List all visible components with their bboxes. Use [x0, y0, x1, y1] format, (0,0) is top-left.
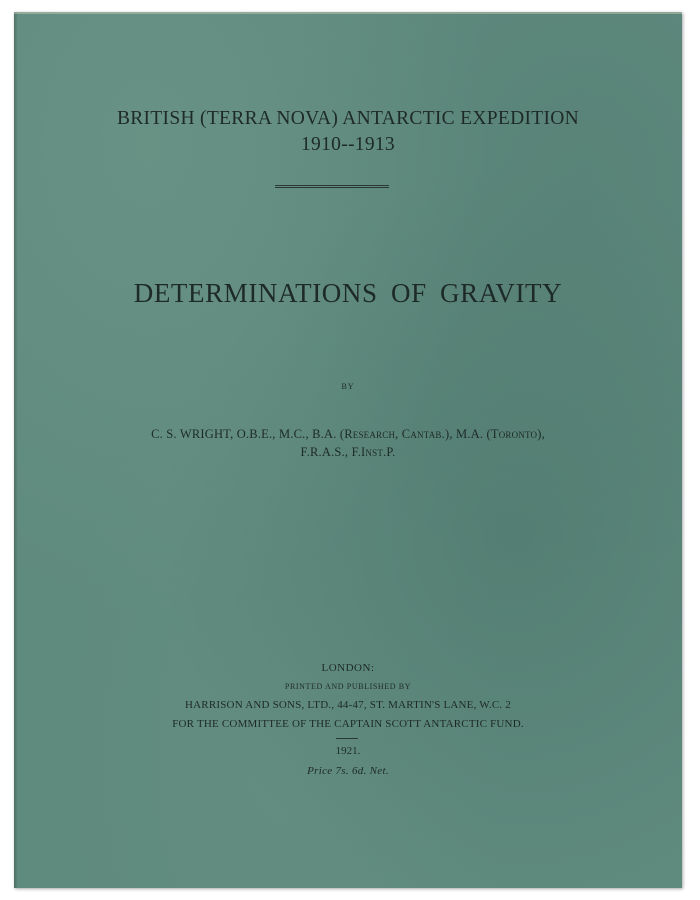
author-line-2-end: P. [386, 445, 396, 459]
author-inst: Inst. [361, 445, 387, 459]
author-degree-sep: ), M.A. ( [444, 427, 491, 441]
publication-title: DETERMINATIONS OF GRAVITY [133, 278, 563, 308]
cover-top-edge [14, 12, 682, 14]
title-divider [275, 185, 389, 188]
author-line-1-end: ), [537, 427, 545, 441]
author-line-2 [14, 443, 682, 461]
book-cover [14, 12, 682, 888]
author-credits [14, 425, 682, 461]
author-degree-toronto: Toronto [490, 427, 538, 441]
series-years: 1910--1913 [301, 134, 395, 155]
author-fellowships: F.R.A.S., F. [300, 445, 362, 459]
author-line-1 [14, 425, 682, 443]
price-label: Price 7s. 6d. Net. [307, 765, 389, 777]
publisher-for: FOR THE COMMITTEE OF THE CAPTAIN SCOTT ANTARCTIC FUND. [172, 718, 524, 730]
imprint-printed-by: PRINTED AND PUBLISHED BY [284, 682, 412, 691]
imprint-city: LONDON: [321, 662, 375, 674]
publisher-name: HARRISON AND SONS, LTD., 44-47, ST. MARTIN'S LANE, W.C. 2 [185, 699, 511, 711]
author-degree-cantab: Research, Cantab. [344, 427, 445, 441]
by-label: BY [341, 382, 355, 391]
author-name: C. S. WRIGHT, O.B.E., M.C., B.A. ( [151, 427, 345, 441]
imprint-publisher [14, 696, 682, 734]
year-divider [336, 738, 358, 739]
series-title: BRITISH (TERRA NOVA) ANTARCTIC EXPEDITION [116, 108, 580, 129]
publication-year: 1921. [335, 745, 361, 757]
series-heading [14, 106, 682, 158]
